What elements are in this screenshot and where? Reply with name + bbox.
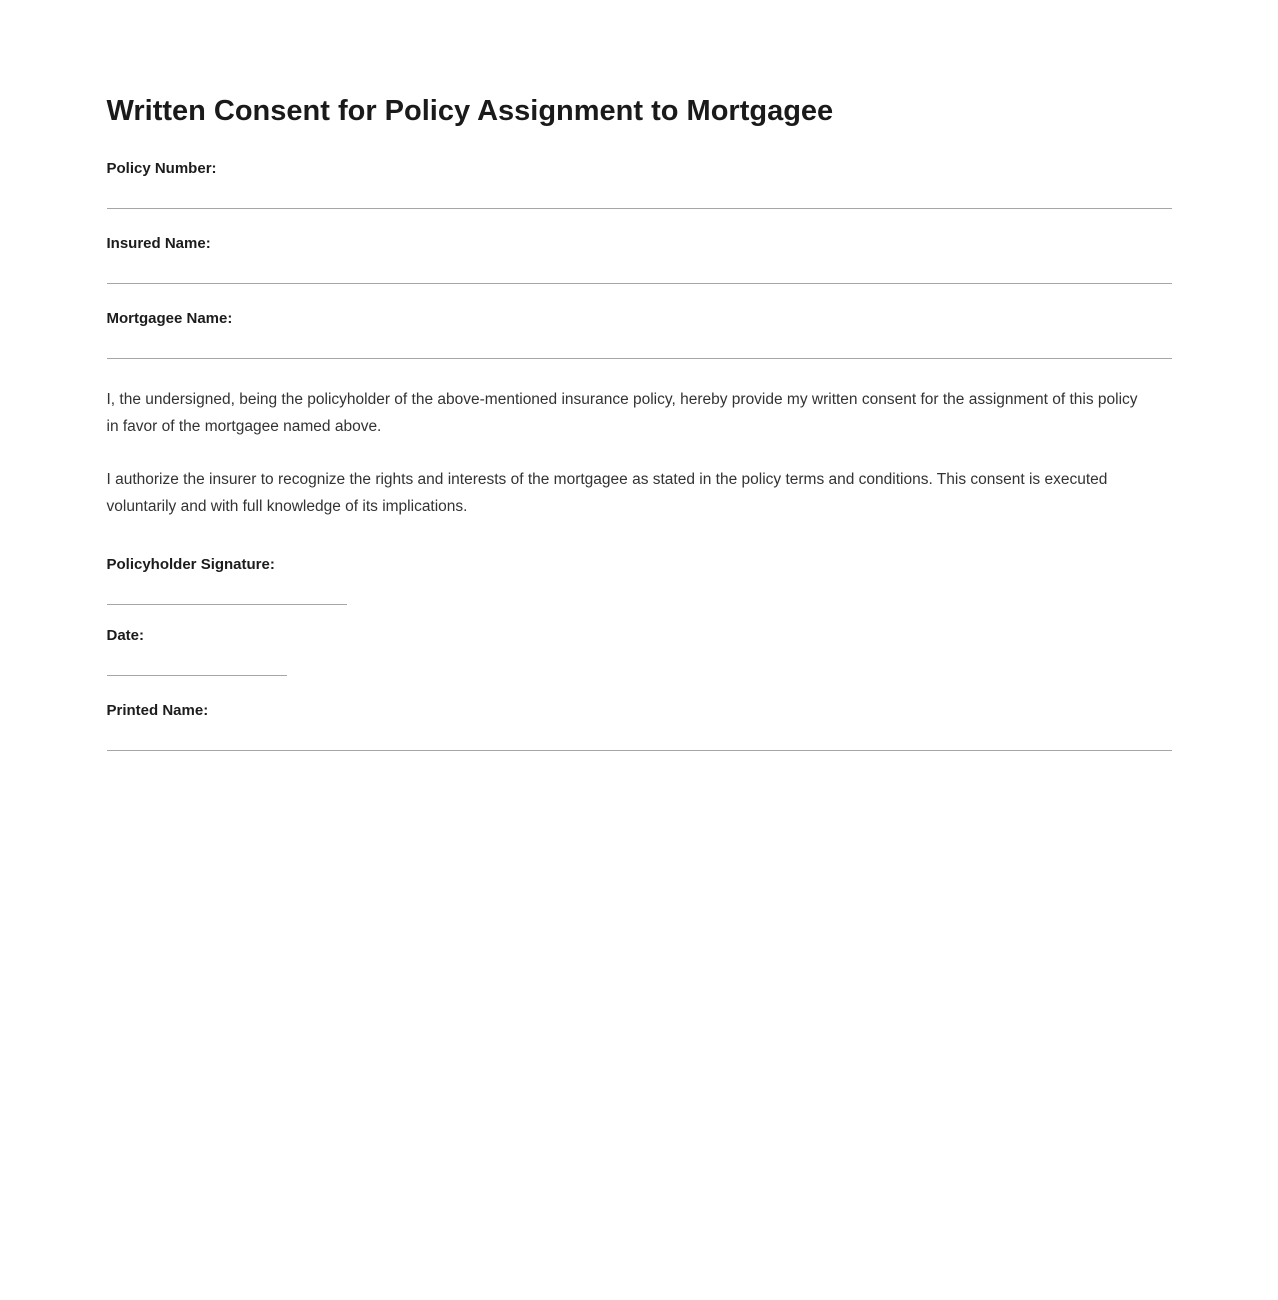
- printed-name-input[interactable]: [107, 721, 1172, 751]
- printed-name-label: Printed Name:: [106, 702, 209, 720]
- insured-name-field: [107, 234, 1172, 284]
- consent-statement-paragraph: I, the undersigned, being the policyholder of the above-mentioned insurance policy, hereby provide my written consent for the assignment of this policy in favor of the mortgagee named above.: [106, 391, 1138, 436]
- date-label: Date:: [106, 627, 145, 645]
- page-title: Written Consent for Policy Assignment to Mortgagee: [106, 95, 834, 127]
- policy-number-field: [107, 159, 1172, 209]
- policyholder-signature-input[interactable]: [107, 575, 347, 605]
- printed-name-field: [107, 701, 1172, 751]
- authorization-paragraph: I authorize the insurer to recognize the rights and interests of the mortgagee as stated in the policy terms and conditions. This consent is executed voluntarily and with full knowledge of its implications.: [106, 471, 1108, 516]
- policy-number-input[interactable]: [107, 179, 1172, 209]
- insured-name-label: Insured Name:: [106, 235, 211, 253]
- consent-paragraphs: [107, 386, 1172, 520]
- insured-name-input[interactable]: [107, 254, 1172, 284]
- signature-section: [107, 555, 1172, 751]
- policyholder-signature-field: [107, 555, 1172, 605]
- date-input[interactable]: [107, 646, 287, 676]
- form-content: [107, 0, 1172, 751]
- mortgagee-name-input[interactable]: [107, 329, 1172, 359]
- policy-number-label: Policy Number:: [106, 160, 217, 178]
- mortgagee-name-field: [107, 309, 1172, 359]
- policyholder-signature-label: Policyholder Signature:: [106, 556, 275, 574]
- date-field: [107, 626, 1172, 676]
- mortgagee-name-label: Mortgagee Name:: [106, 310, 233, 328]
